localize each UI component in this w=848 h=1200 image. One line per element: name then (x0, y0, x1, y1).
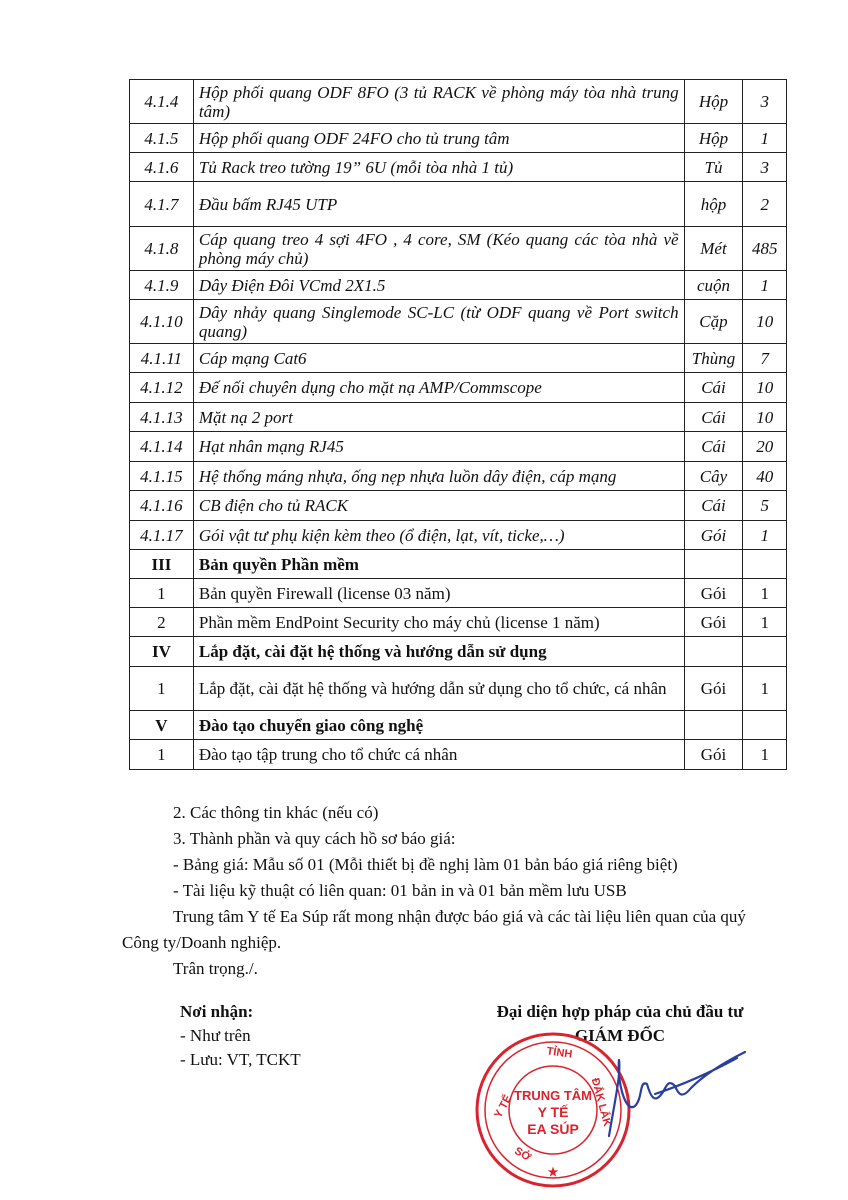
section-title: Đào tạo chuyển giao công nghệ (193, 711, 684, 740)
row-quantity: 40 (743, 462, 787, 491)
row-item-name: CB điện cho tủ RACK (193, 491, 684, 521)
row-unit: Gói (684, 521, 743, 550)
row-unit: cuộn (684, 271, 743, 300)
row-quantity (743, 637, 787, 667)
row-item-name: Cáp mạng Cat6 (193, 344, 684, 373)
row-item-name: Gói vật tư phụ kiện kèm theo (ổ điện, lạt, vít, ticke,…) (193, 521, 684, 550)
row-item-name: Tủ Rack treo tường 19” 6U (mỗi tòa nhà 1 tủ) (193, 153, 684, 182)
row-unit (684, 550, 743, 579)
table-row (130, 182, 787, 227)
notes-section (0, 800, 848, 982)
row-unit: hộp (684, 182, 743, 227)
table-row (130, 667, 787, 711)
section-number: V (130, 711, 194, 740)
row-quantity: 1 (743, 608, 787, 637)
row-quantity: 1 (743, 521, 787, 550)
row-number: 4.1.8 (130, 227, 194, 271)
row-item-name: Lắp đặt, cài đặt hệ thống và hướng dẫn sử dụng cho tổ chức, cá nhân (193, 667, 684, 711)
row-unit: Mét (684, 227, 743, 271)
row-item-name: Hộp phối quang ODF 8FO (3 tủ RACK về phòng máy tòa nhà trung tâm) (193, 80, 684, 124)
items-table (129, 79, 787, 770)
row-number: 4.1.11 (130, 344, 194, 373)
note-bullet-price: - Bảng giá: Mẫu số 01 (Mỗi thiết bị đề nghị làm 01 bản báo giá riêng biệt) (173, 855, 678, 874)
closing-paragraph: Trung tâm Y tế Ea Súp rất mong nhận được báo giá và các tài liệu liên quan của quý (173, 907, 746, 926)
row-quantity: 1 (743, 271, 787, 300)
table-row (130, 740, 787, 770)
row-quantity: 1 (743, 740, 787, 770)
row-item-name: Bản quyền Firewall (license 03 năm) (193, 579, 684, 608)
row-quantity: 3 (743, 153, 787, 182)
signatory-title: GIÁM ĐỐC (574, 1026, 666, 1045)
row-unit: Cái (684, 403, 743, 432)
note-item-2: 2. Các thông tin khác (nếu có) (173, 803, 379, 822)
row-number: 2 (130, 608, 194, 637)
section-row (130, 711, 787, 740)
section-number: IV (130, 637, 194, 667)
row-item-name: Dây Điện Đôi VCmd 2X1.5 (193, 271, 684, 300)
row-quantity: 10 (743, 300, 787, 344)
table-row (130, 271, 787, 300)
recipient-line: - Như trên (180, 1026, 251, 1045)
row-number: 4.1.14 (130, 432, 194, 462)
row-unit: Gói (684, 579, 743, 608)
row-quantity: 1 (743, 124, 787, 153)
star-icon: ★ (547, 1165, 559, 1179)
row-quantity: 10 (743, 373, 787, 403)
row-unit: Cái (684, 432, 743, 462)
recipient-line: - Lưu: VT, TCKT (180, 1050, 301, 1069)
row-item-name: Mặt nạ 2 port (193, 403, 684, 432)
section-row (130, 550, 787, 579)
row-quantity (743, 550, 787, 579)
row-number: 1 (130, 579, 194, 608)
row-quantity: 485 (743, 227, 787, 271)
table-row (130, 373, 787, 403)
row-number: 4.1.9 (130, 271, 194, 300)
table-row (130, 300, 787, 344)
row-item-name: Cáp quang treo 4 sợi 4FO , 4 core, SM (Kéo quang các tòa nhà về phòng máy chủ) (193, 227, 684, 271)
signatory-role: Đại diện hợp pháp của chủ đầu tư (496, 1002, 744, 1021)
row-item-name: Dây nhảy quang Singlemode SC-LC (từ ODF quang về Port switch quang) (193, 300, 684, 344)
table-row (130, 80, 787, 124)
row-number: 1 (130, 667, 194, 711)
row-unit (684, 711, 743, 740)
table-row (130, 124, 787, 153)
signature (595, 1040, 755, 1150)
row-number: 4.1.5 (130, 124, 194, 153)
table-row (130, 344, 787, 373)
stamp-ring-top: TỈNH (545, 1045, 573, 1061)
row-number: 4.1.7 (130, 182, 194, 227)
row-item-name: Đầu bấm RJ45 UTP (193, 182, 684, 227)
regards: Trân trọng./. (173, 959, 258, 978)
row-unit: Cây (684, 462, 743, 491)
row-item-name: Hộp phối quang ODF 24FO cho tủ trung tâm (193, 124, 684, 153)
row-quantity: 20 (743, 432, 787, 462)
table-row (130, 521, 787, 550)
row-quantity (743, 711, 787, 740)
row-quantity: 1 (743, 579, 787, 608)
row-unit: Gói (684, 667, 743, 711)
stamp-ring-right: ĐẮK LẮK (588, 1076, 614, 1128)
row-unit: Gói (684, 608, 743, 637)
row-number: 4.1.15 (130, 462, 194, 491)
row-item-name: Phần mềm EndPoint Security cho máy chủ (license 1 năm) (193, 608, 684, 637)
row-quantity: 2 (743, 182, 787, 227)
row-unit: Hộp (684, 80, 743, 124)
row-unit: Cặp (684, 300, 743, 344)
table-row (130, 153, 787, 182)
row-quantity: 10 (743, 403, 787, 432)
row-number: 4.1.6 (130, 153, 194, 182)
note-item-3: 3. Thành phần và quy cách hồ sơ báo giá: (173, 829, 456, 848)
row-quantity: 1 (743, 667, 787, 711)
stamp-center-line1: TRUNG TÂM (514, 1088, 592, 1103)
row-unit: Cái (684, 491, 743, 521)
closing-paragraph-cont: Công ty/Doanh nghiệp. (122, 933, 282, 952)
row-unit (684, 637, 743, 667)
row-unit: Hộp (684, 124, 743, 153)
table-row (130, 403, 787, 432)
table-row (130, 491, 787, 521)
table-row (130, 462, 787, 491)
note-bullet-docs: - Tài liệu kỹ thuật có liên quan: 01 bản in và 01 bản mềm lưu USB (173, 881, 627, 900)
row-item-name: Đào tạo tập trung cho tổ chức cá nhân (193, 740, 684, 770)
section-title: Bản quyền Phần mềm (193, 550, 684, 579)
row-item-name: Hệ thống máng nhựa, ống nẹp nhựa luồn dây điện, cáp mạng (193, 462, 684, 491)
row-unit: Tủ (684, 153, 743, 182)
row-number: 4.1.4 (130, 80, 194, 124)
table-row (130, 227, 787, 271)
section-number: III (130, 550, 194, 579)
row-number: 4.1.12 (130, 373, 194, 403)
row-quantity: 5 (743, 491, 787, 521)
stamp-center-line2: Y TẾ (537, 1104, 569, 1120)
stamp-ring-bottom: SỞ (512, 1145, 533, 1164)
stamp-ring-left: Y TẾ (492, 1093, 515, 1121)
row-unit: Thùng (684, 344, 743, 373)
row-number: 4.1.10 (130, 300, 194, 344)
section-row (130, 637, 787, 667)
row-quantity: 3 (743, 80, 787, 124)
row-number: 4.1.17 (130, 521, 194, 550)
row-number: 4.1.13 (130, 403, 194, 432)
row-number: 4.1.16 (130, 491, 194, 521)
table-row (130, 432, 787, 462)
recipients-block (180, 1000, 301, 1072)
row-item-name: Hạt nhân mạng RJ45 (193, 432, 684, 462)
row-quantity: 7 (743, 344, 787, 373)
row-number: 1 (130, 740, 194, 770)
recipients-title: Nơi nhận: (180, 1002, 254, 1021)
stamp-center-line3: EA SÚP (527, 1121, 579, 1137)
section-title: Lắp đặt, cài đặt hệ thống và hướng dẫn sử dụng (193, 637, 684, 667)
table-row (130, 579, 787, 608)
row-unit: Gói (684, 740, 743, 770)
row-item-name: Đế nối chuyên dụng cho mặt nạ AMP/Commscope (193, 373, 684, 403)
row-unit: Cái (684, 373, 743, 403)
table-row (130, 608, 787, 637)
